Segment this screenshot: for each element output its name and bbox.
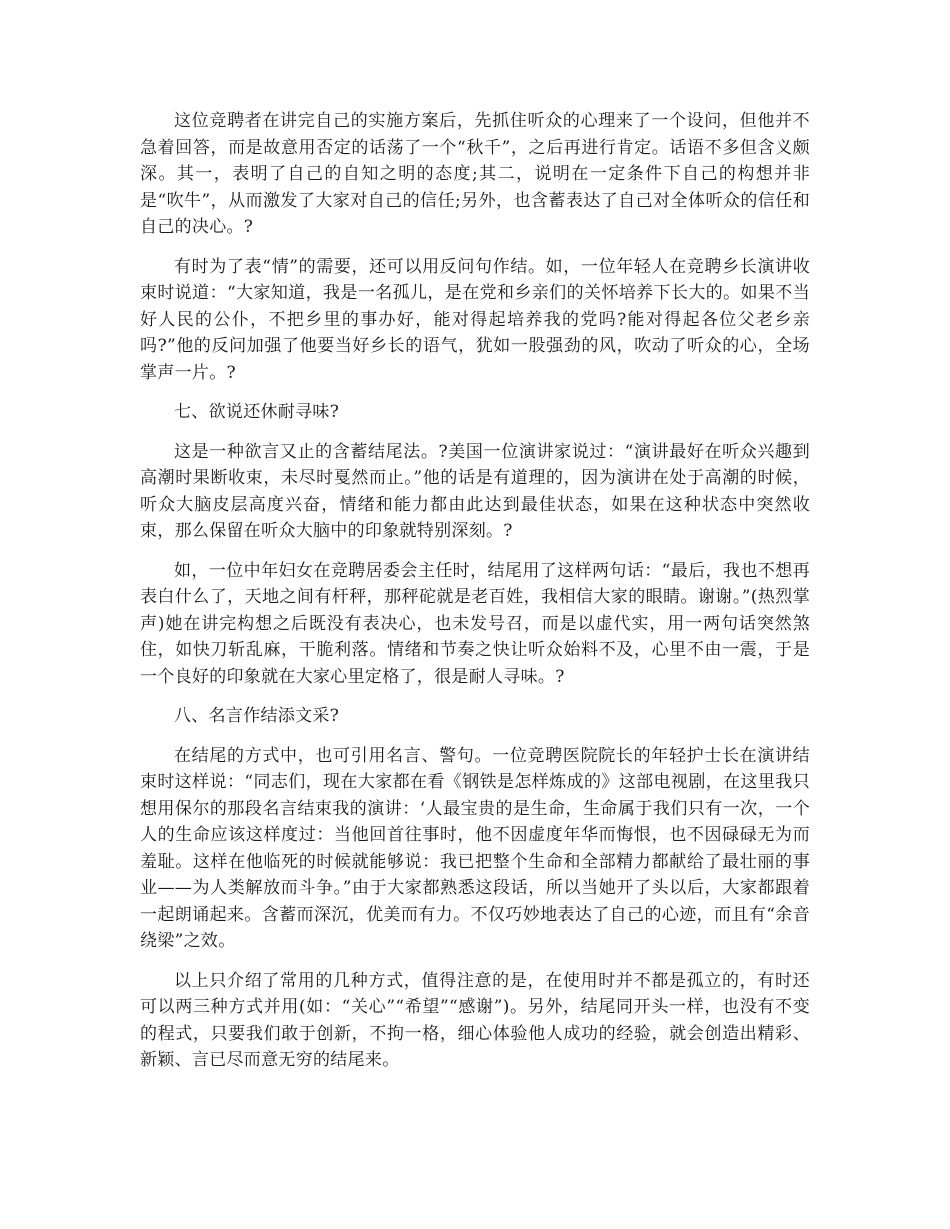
paragraph-self-awareness: 这位竞聘者在讲完自己的实施方案后，先抓住听众的心理来了一个设问，但他并不急着回答，而是故意用否定的话荡了一个“秋千”，之后再进行肯定。话语不多但含义颇深。其一，表明了自己的自知之明的态度;其二，说明在一定条件下自己的构想并非是“吹牛”，从而激发了大家对自己的信任;另外，也含蓄表达了自己对全体听众的信任和自己的决心。? <box>140 111 810 237</box>
section-heading-8: 八、名言作结添文采? <box>174 706 340 726</box>
paragraph-example-residents: 如，一位中年妇女在竞聘居委会主任时，结尾用了这样两句话：“最后，我也不想再表白什么了，天地之间有杆秤，那秤砣就是老百姓，我相信大家的眼睛。谢谢。”(热烈掌声)她在讲完构想之后既没有表决心，也未发号召，而是以虚代实，用一两句话突然煞住，如快刀斩乱麻，干脆利落。情绪和节奏之快让听众始料不及，心里不由一震，于是一个良好的印象就在大家心里定格了，很是耐人寻味。? <box>140 560 810 687</box>
paragraph-summary: 以上只介绍了常用的几种方式，值得注意的是，在使用时并不都是孤立的，有时还可以两三种方式并用(如：“关心”“希望”“感谢”)。另外，结尾同开头一样，也没有不变的程式，只要我们敢于创新，不拘一格，细心体验他人成功的经验，就会创造出精彩、新颖、言已尽而意无穷的结尾来。 <box>140 970 810 1070</box>
paragraph-rhetorical-question: 有时为了表“情”的需要，还可以用反问句作结。如，一位年轻人在竞聘乡长演讲收束时说道：“大家知道，我是一名孤儿，是在党和乡亲们的关怀培养下长大的。如果不当好人民的公仆，不把乡里的事办好，能对得起培养我的党吗?能对得起各位父老乡亲吗?”他的反问加强了他要当好乡长的语气，犹如一股强劲的风，吹动了听众的心，全场掌声一片。? <box>140 256 810 383</box>
document-body <box>140 108 810 1087</box>
paragraph-famous-quote: 在结尾的方式中，也可引用名言、警句。一位竞聘医院院长的年轻护士长在演讲结束时这样说：“同志们，现在大家都在看《钢铁是怎样炼成的》这部电视剧，在这里我只想用保尔的那段名言结束我的演讲：‘人最宝贵的是生命，生命属于我们只有一次，一个人的生命应该这样度过：当他回首往事时，他不因虚度年华而悔恨，也不因碌碌无为而羞耻。这样在他临死的时候就能够说：我已把整个生命和全部精力都献给了最壮丽的事业——为人类解放而斗争。”由于大家都熟悉这段话，所以当她开了头以后，大家都跟着一起朗诵起来。含蓄而深沉，优美而有力。不仅巧妙地表达了自己的心迹，而且有“余音绕梁”之效。 <box>140 745 810 951</box>
section-heading-7: 七、欲说还休耐寻味? <box>174 402 340 422</box>
paragraph-implicit-ending: 这是一种欲言又止的含蓄结尾法。?美国一位演讲家说过：“演讲最好在听众兴趣到高潮时果断收束，未尽时戛然而止。”他的话是有道理的，因为演讲在处于高潮的时候，听众大脑皮层高度兴奋，情绪和能力都由此达到最佳状态，如果在这种状态中突然收束，那么保留在听众大脑中的印象就特别深刻。? <box>140 441 810 541</box>
